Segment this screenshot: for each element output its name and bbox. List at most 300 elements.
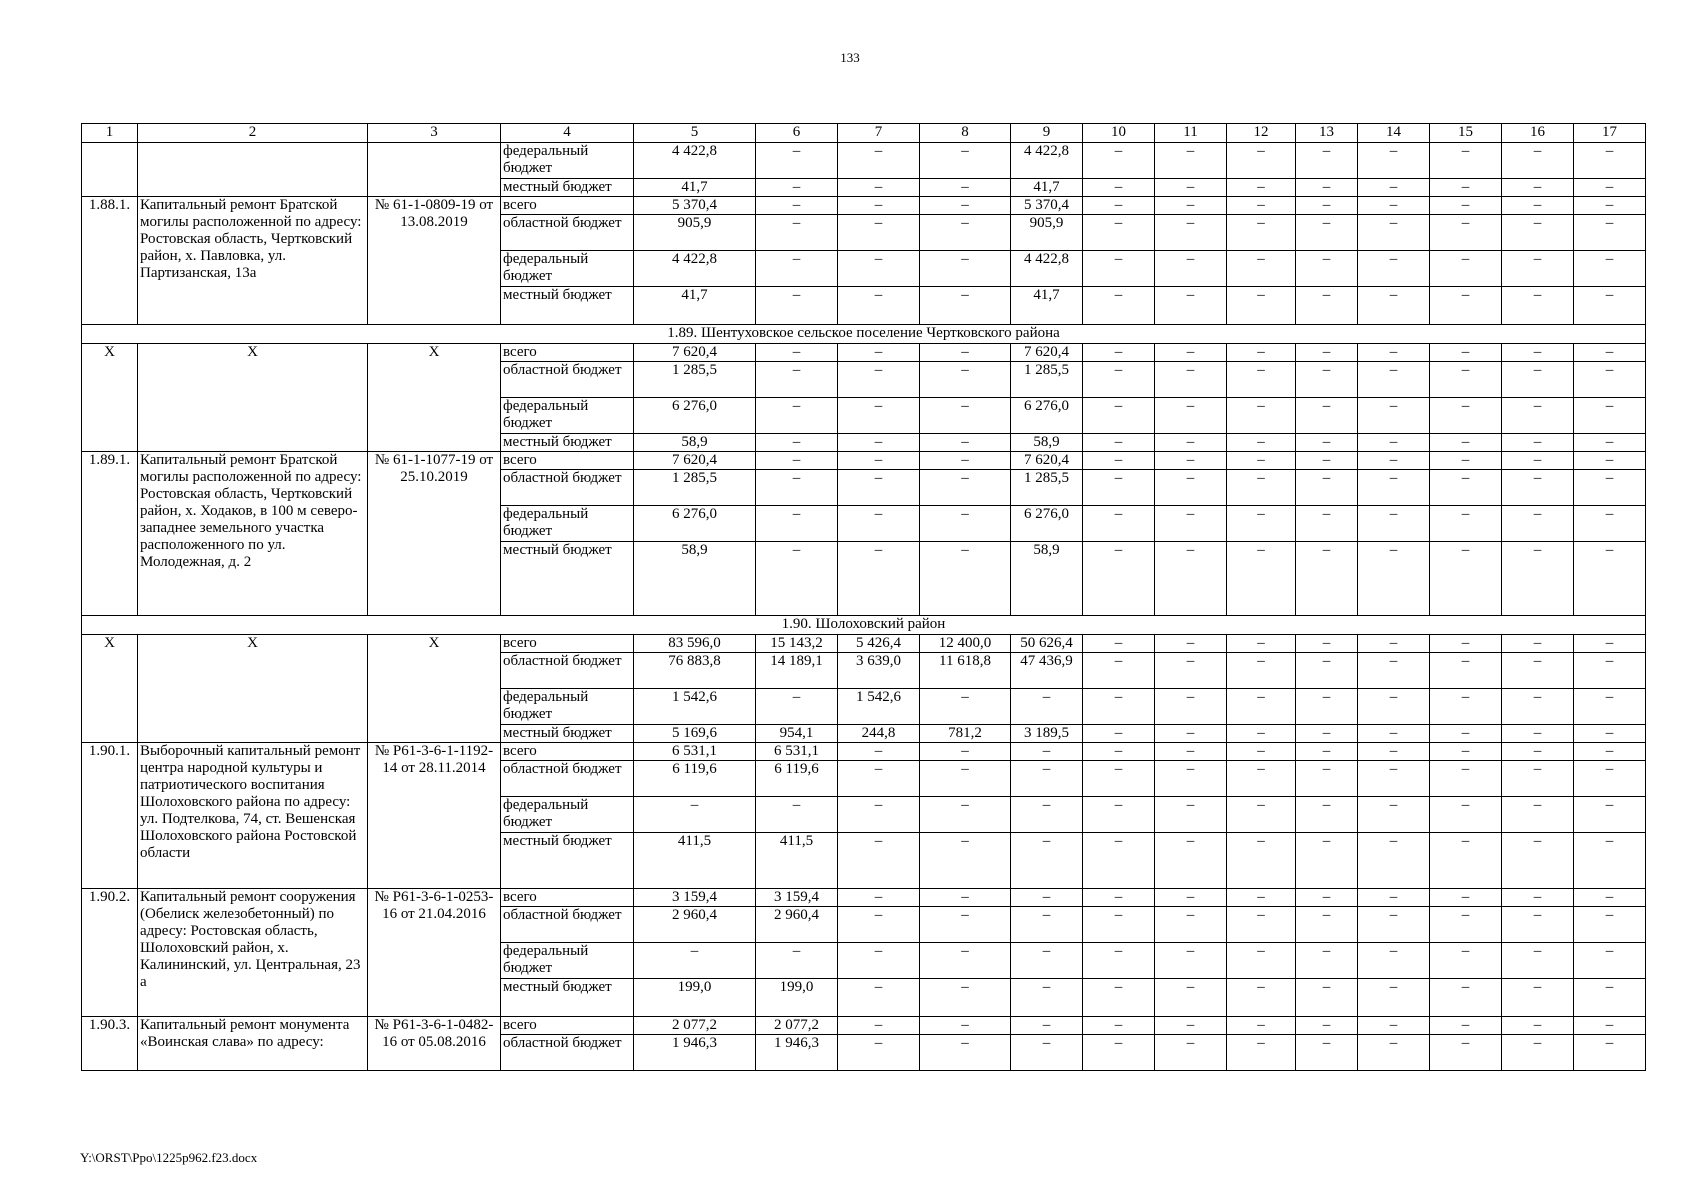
item-name-cell: Выборочный капитальный ремонт центра народной культуры и патриотического воспитания Шолоховского района по адресу: ул. Подтелкова, 74, ст. Вешенская Шолоховского района Ростовской области	[138, 743, 368, 889]
header-cell: 1	[82, 124, 138, 143]
value-cell: –	[1574, 797, 1646, 833]
value-cell: –	[1011, 889, 1083, 907]
value-cell: –	[1358, 470, 1430, 506]
value-cell: –	[1155, 943, 1227, 979]
value-cell: –	[1358, 635, 1430, 653]
budget-type-cell: всего	[501, 197, 634, 215]
header-cell: 9	[1011, 124, 1083, 143]
header-cell: 13	[1296, 124, 1358, 143]
value-cell: –	[1574, 833, 1646, 889]
value-cell: –	[1358, 833, 1430, 889]
value-cell: –	[838, 943, 920, 979]
value-cell: –	[1296, 434, 1358, 452]
value-cell: 3 159,4	[634, 889, 756, 907]
value-cell: –	[1502, 344, 1574, 362]
value-cell: –	[920, 689, 1011, 725]
value-cell: –	[1227, 215, 1296, 251]
value-cell: –	[920, 179, 1011, 197]
value-cell: –	[1358, 434, 1430, 452]
value-cell: 6 531,1	[634, 743, 756, 761]
budget-type-cell: всего	[501, 889, 634, 907]
value-cell: –	[1296, 197, 1358, 215]
value-cell: –	[1358, 197, 1430, 215]
value-cell: –	[1083, 761, 1155, 797]
value-cell: –	[1430, 179, 1502, 197]
value-cell: –	[1574, 542, 1646, 616]
value-cell: –	[838, 452, 920, 470]
value-cell: –	[1083, 907, 1155, 943]
value-cell: –	[1502, 143, 1574, 179]
value-cell: –	[1574, 470, 1646, 506]
value-cell: –	[1296, 143, 1358, 179]
value-cell: –	[1155, 398, 1227, 434]
value-cell: –	[1227, 797, 1296, 833]
value-cell: –	[1502, 434, 1574, 452]
value-cell: –	[1011, 761, 1083, 797]
value-cell: 41,7	[1011, 179, 1083, 197]
budget-type-cell: областной бюджет	[501, 215, 634, 251]
value-cell: –	[838, 761, 920, 797]
budget-table	[81, 123, 1646, 1071]
value-cell: 5 426,4	[838, 635, 920, 653]
table-row	[82, 143, 1646, 179]
value-cell: –	[920, 143, 1011, 179]
value-cell: –	[1011, 907, 1083, 943]
value-cell: –	[1502, 635, 1574, 653]
value-cell: –	[1574, 1017, 1646, 1035]
value-cell: –	[1430, 215, 1502, 251]
value-cell: –	[1227, 452, 1296, 470]
value-cell: –	[1574, 398, 1646, 434]
header-cell: 12	[1227, 124, 1296, 143]
value-cell: –	[1011, 797, 1083, 833]
value-cell: 1 285,5	[634, 470, 756, 506]
value-cell: –	[1296, 689, 1358, 725]
value-cell: –	[1155, 833, 1227, 889]
value-cell: –	[756, 452, 838, 470]
value-cell: –	[920, 344, 1011, 362]
value-cell: –	[1358, 653, 1430, 689]
header-cell: 15	[1430, 124, 1502, 143]
value-cell: 76 883,8	[634, 653, 756, 689]
budget-type-cell: областной бюджет	[501, 907, 634, 943]
value-cell: –	[1083, 979, 1155, 1017]
value-cell: –	[1358, 362, 1430, 398]
value-cell: –	[1430, 398, 1502, 434]
value-cell: –	[1502, 761, 1574, 797]
value-cell: –	[1227, 1017, 1296, 1035]
value-cell: –	[1574, 506, 1646, 542]
value-cell: –	[1083, 179, 1155, 197]
item-name-cell: Капитальный ремонт Братской могилы расположенной по адресу: Ростовская область, Чертковский район, х. Павловка, ул. Партизанская, 13а	[138, 197, 368, 325]
value-cell: –	[1155, 797, 1227, 833]
value-cell: –	[1574, 251, 1646, 287]
budget-type-cell: местный бюджет	[501, 725, 634, 743]
value-cell: –	[1296, 761, 1358, 797]
value-cell: –	[1083, 797, 1155, 833]
value-cell: –	[1574, 725, 1646, 743]
value-cell: –	[1430, 452, 1502, 470]
value-cell: –	[1083, 635, 1155, 653]
value-cell: –	[1574, 143, 1646, 179]
value-cell: –	[1574, 344, 1646, 362]
value-cell: –	[920, 907, 1011, 943]
value-cell: –	[1296, 344, 1358, 362]
item-number-cell: 1.90.3.	[82, 1017, 138, 1071]
item-doc-cell: Х	[368, 635, 501, 743]
value-cell: –	[756, 398, 838, 434]
value-cell: –	[1502, 689, 1574, 725]
value-cell: –	[1358, 907, 1430, 943]
value-cell: –	[1574, 635, 1646, 653]
value-cell: –	[838, 398, 920, 434]
value-cell: –	[1358, 797, 1430, 833]
item-doc-cell: № Р61-3-6-1-0482-16 от 05.08.2016	[368, 1017, 501, 1071]
value-cell: –	[1227, 434, 1296, 452]
value-cell: –	[1502, 452, 1574, 470]
value-cell: –	[1358, 689, 1430, 725]
value-cell: –	[1430, 979, 1502, 1017]
budget-type-cell: местный бюджет	[501, 287, 634, 325]
value-cell: –	[1358, 542, 1430, 616]
value-cell: –	[1574, 215, 1646, 251]
value-cell: 411,5	[756, 833, 838, 889]
value-cell: –	[1011, 1035, 1083, 1071]
value-cell: –	[1083, 251, 1155, 287]
value-cell: –	[1430, 833, 1502, 889]
value-cell: –	[1155, 725, 1227, 743]
budget-type-cell: всего	[501, 344, 634, 362]
value-cell: –	[1227, 470, 1296, 506]
value-cell: –	[838, 143, 920, 179]
value-cell: –	[1574, 287, 1646, 325]
value-cell: –	[1227, 179, 1296, 197]
value-cell: 2 960,4	[756, 907, 838, 943]
value-cell: –	[1502, 943, 1574, 979]
item-name-cell: Капитальный ремонт монумента «Воинская слава» по адресу:	[138, 1017, 368, 1071]
value-cell: –	[756, 470, 838, 506]
value-cell: –	[1155, 1035, 1227, 1071]
value-cell: –	[1430, 889, 1502, 907]
value-cell: –	[1296, 1017, 1358, 1035]
value-cell: –	[1011, 833, 1083, 889]
value-cell: –	[1083, 344, 1155, 362]
value-cell: –	[1083, 743, 1155, 761]
value-cell: –	[838, 179, 920, 197]
item-name-cell: Капитальный ремонт сооружения (Обелиск железобетонный) по адресу: Ростовская область, Шолоховский район, х. Калининский, ул. Центральная, 23 а	[138, 889, 368, 1017]
value-cell: –	[756, 179, 838, 197]
value-cell: –	[920, 943, 1011, 979]
section-row	[82, 325, 1646, 344]
value-cell: –	[1227, 362, 1296, 398]
value-cell: –	[920, 761, 1011, 797]
value-cell: –	[920, 833, 1011, 889]
value-cell: –	[756, 344, 838, 362]
value-cell: 1 285,5	[1011, 470, 1083, 506]
value-cell: –	[1296, 907, 1358, 943]
value-cell: 2 077,2	[756, 1017, 838, 1035]
value-cell: –	[838, 889, 920, 907]
value-cell: –	[838, 542, 920, 616]
value-cell: –	[1083, 889, 1155, 907]
value-cell: –	[1227, 761, 1296, 797]
value-cell: –	[920, 542, 1011, 616]
value-cell: 7 620,4	[634, 344, 756, 362]
value-cell: –	[1083, 725, 1155, 743]
value-cell: –	[1227, 833, 1296, 889]
value-cell: 4 422,8	[634, 251, 756, 287]
budget-type-cell: областной бюджет	[501, 362, 634, 398]
value-cell: –	[1155, 653, 1227, 689]
value-cell: –	[1155, 344, 1227, 362]
value-cell: –	[756, 506, 838, 542]
value-cell: –	[1155, 506, 1227, 542]
value-cell: –	[920, 1017, 1011, 1035]
section-row	[82, 616, 1646, 635]
value-cell: –	[1430, 470, 1502, 506]
value-cell: –	[1083, 452, 1155, 470]
item-doc-cell: № 61-1-0809-19 от 13.08.2019	[368, 197, 501, 325]
value-cell: –	[756, 251, 838, 287]
value-cell: –	[1502, 1017, 1574, 1035]
value-cell: –	[1296, 1035, 1358, 1071]
value-cell: –	[1011, 743, 1083, 761]
value-cell: –	[1227, 725, 1296, 743]
value-cell: –	[1296, 635, 1358, 653]
value-cell: 58,9	[634, 542, 756, 616]
value-cell: –	[838, 1017, 920, 1035]
value-cell: –	[1296, 797, 1358, 833]
value-cell: –	[1155, 362, 1227, 398]
value-cell: –	[838, 197, 920, 215]
value-cell: –	[1574, 889, 1646, 907]
budget-type-cell: федеральный бюджет	[501, 797, 634, 833]
value-cell: 14 189,1	[756, 653, 838, 689]
value-cell: –	[1155, 889, 1227, 907]
value-cell: 12 400,0	[920, 635, 1011, 653]
value-cell: 4 422,8	[1011, 251, 1083, 287]
value-cell: –	[1430, 542, 1502, 616]
value-cell: –	[1574, 179, 1646, 197]
budget-type-cell: областной бюджет	[501, 653, 634, 689]
value-cell: –	[1502, 287, 1574, 325]
value-cell: 47 436,9	[1011, 653, 1083, 689]
section-title: 1.90. Шолоховский район	[82, 616, 1646, 635]
value-cell: 1 946,3	[634, 1035, 756, 1071]
budget-type-cell: местный бюджет	[501, 542, 634, 616]
value-cell: 4 422,8	[1011, 143, 1083, 179]
value-cell: –	[1155, 287, 1227, 325]
header-cell: 10	[1083, 124, 1155, 143]
budget-type-cell: всего	[501, 452, 634, 470]
value-cell: –	[1502, 251, 1574, 287]
value-cell: 41,7	[634, 179, 756, 197]
value-cell: –	[1574, 653, 1646, 689]
value-cell: –	[1296, 470, 1358, 506]
item-number-cell: Х	[82, 635, 138, 743]
value-cell: –	[1083, 398, 1155, 434]
value-cell: –	[1574, 943, 1646, 979]
value-cell: –	[1155, 470, 1227, 506]
value-cell: –	[838, 833, 920, 889]
value-cell: –	[1358, 506, 1430, 542]
value-cell: 781,2	[920, 725, 1011, 743]
item-doc-cell: № Р61-3-6-1-0253-16 от 21.04.2016	[368, 889, 501, 1017]
value-cell: 83 596,0	[634, 635, 756, 653]
value-cell: –	[1083, 470, 1155, 506]
value-cell: –	[1011, 1017, 1083, 1035]
value-cell: –	[920, 506, 1011, 542]
value-cell: –	[756, 362, 838, 398]
value-cell: 58,9	[634, 434, 756, 452]
value-cell: –	[1502, 362, 1574, 398]
value-cell: –	[1358, 398, 1430, 434]
value-cell: –	[1502, 179, 1574, 197]
value-cell: 5 169,6	[634, 725, 756, 743]
value-cell: –	[838, 506, 920, 542]
value-cell: –	[1502, 797, 1574, 833]
value-cell: –	[1155, 143, 1227, 179]
value-cell: –	[1430, 1035, 1502, 1071]
item-number-cell: 1.88.1.	[82, 197, 138, 325]
item-number-cell: Х	[82, 344, 138, 452]
value-cell: –	[1574, 197, 1646, 215]
value-cell: –	[1502, 907, 1574, 943]
value-cell: –	[1502, 833, 1574, 889]
value-cell: –	[1227, 143, 1296, 179]
value-cell: 1 542,6	[634, 689, 756, 725]
header-cell: 4	[501, 124, 634, 143]
value-cell: –	[1358, 1035, 1430, 1071]
value-cell: –	[920, 470, 1011, 506]
value-cell: –	[1502, 542, 1574, 616]
value-cell: –	[1227, 1035, 1296, 1071]
value-cell: –	[1227, 943, 1296, 979]
value-cell: –	[1083, 506, 1155, 542]
value-cell: –	[1574, 434, 1646, 452]
value-cell: –	[1296, 179, 1358, 197]
value-cell: –	[1358, 251, 1430, 287]
value-cell: –	[1430, 287, 1502, 325]
value-cell: –	[1155, 1017, 1227, 1035]
value-cell: –	[1358, 743, 1430, 761]
value-cell: –	[634, 943, 756, 979]
value-cell: –	[1083, 215, 1155, 251]
value-cell: –	[1227, 653, 1296, 689]
value-cell: –	[1227, 506, 1296, 542]
header-cell: 16	[1502, 124, 1574, 143]
header-cell: 2	[138, 124, 368, 143]
value-cell: –	[1502, 398, 1574, 434]
value-cell: –	[1083, 287, 1155, 325]
value-cell: –	[1155, 907, 1227, 943]
budget-type-cell: федеральный бюджет	[501, 398, 634, 434]
value-cell: –	[920, 251, 1011, 287]
value-cell: –	[1430, 344, 1502, 362]
value-cell: –	[1083, 197, 1155, 215]
value-cell: –	[1574, 907, 1646, 943]
value-cell: –	[1296, 943, 1358, 979]
value-cell: –	[1011, 943, 1083, 979]
value-cell: –	[838, 470, 920, 506]
value-cell: –	[1574, 362, 1646, 398]
budget-type-cell: местный бюджет	[501, 434, 634, 452]
value-cell: –	[1296, 362, 1358, 398]
value-cell: 2 077,2	[634, 1017, 756, 1035]
section-title: 1.89. Шентуховское сельское поселение Чертковского района	[82, 325, 1646, 344]
value-cell: –	[1227, 542, 1296, 616]
value-cell: –	[1358, 215, 1430, 251]
value-cell: –	[1358, 287, 1430, 325]
value-cell: –	[1296, 743, 1358, 761]
file-path-footer: Y:\ORST\Ppo\1225p962.f23.docx	[80, 1150, 258, 1165]
value-cell: –	[1430, 653, 1502, 689]
value-cell: –	[1296, 833, 1358, 889]
value-cell: –	[1502, 197, 1574, 215]
value-cell: –	[1296, 653, 1358, 689]
value-cell: 7 620,4	[1011, 344, 1083, 362]
value-cell: –	[1574, 743, 1646, 761]
value-cell: –	[756, 797, 838, 833]
value-cell: –	[1502, 506, 1574, 542]
value-cell: –	[1502, 889, 1574, 907]
header-cell: 6	[756, 124, 838, 143]
value-cell: 954,1	[756, 725, 838, 743]
value-cell: –	[920, 979, 1011, 1017]
value-cell: 6 119,6	[756, 761, 838, 797]
value-cell: –	[756, 143, 838, 179]
value-cell: –	[838, 907, 920, 943]
value-cell: –	[1296, 542, 1358, 616]
value-cell: –	[1574, 452, 1646, 470]
value-cell: –	[756, 542, 838, 616]
value-cell: –	[1296, 287, 1358, 325]
value-cell: 15 143,2	[756, 635, 838, 653]
value-cell: –	[838, 434, 920, 452]
table-row	[82, 1017, 1646, 1035]
value-cell: –	[1083, 943, 1155, 979]
value-cell: 41,7	[1011, 287, 1083, 325]
value-cell: –	[920, 215, 1011, 251]
value-cell: –	[920, 287, 1011, 325]
value-cell: –	[1296, 452, 1358, 470]
value-cell: –	[756, 434, 838, 452]
value-cell: –	[1430, 907, 1502, 943]
value-cell: –	[1155, 251, 1227, 287]
value-cell: 3 189,5	[1011, 725, 1083, 743]
value-cell: –	[920, 398, 1011, 434]
value-cell: –	[1011, 979, 1083, 1017]
value-cell: –	[1155, 452, 1227, 470]
value-cell: –	[1574, 979, 1646, 1017]
budget-type-cell: федеральный бюджет	[501, 943, 634, 979]
page-number: 133	[840, 50, 860, 65]
value-cell: –	[1358, 143, 1430, 179]
table-row	[82, 743, 1646, 761]
item-name-cell	[138, 143, 368, 197]
budget-type-cell: федеральный бюджет	[501, 689, 634, 725]
value-cell: –	[756, 287, 838, 325]
value-cell: –	[1358, 1017, 1430, 1035]
value-cell: –	[1358, 452, 1430, 470]
value-cell: –	[1574, 689, 1646, 725]
item-number-cell	[82, 143, 138, 197]
value-cell: –	[838, 979, 920, 1017]
value-cell: –	[1296, 506, 1358, 542]
value-cell: –	[1430, 943, 1502, 979]
value-cell: –	[920, 452, 1011, 470]
value-cell: –	[1083, 1035, 1155, 1071]
